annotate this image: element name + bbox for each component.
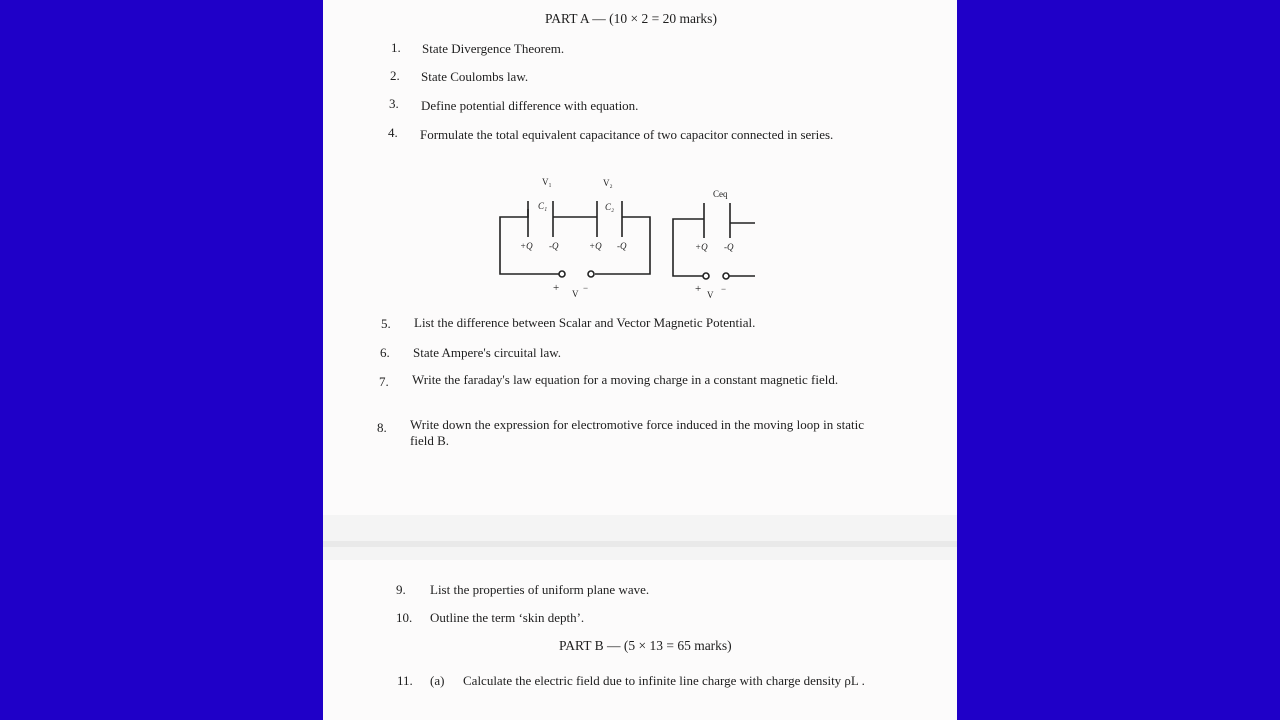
question-text: Write the faraday's law equation for a moving charge in a constant magnetic field. [412, 372, 839, 387]
question-number: 11. [397, 673, 413, 688]
question-number: 2. [390, 68, 400, 83]
question-text: State Divergence Theorem. [422, 41, 565, 56]
ceq-label: Ceq [713, 189, 728, 199]
charge-label: -Q [724, 242, 734, 252]
plus-terminal: + [553, 282, 560, 294]
minus-terminal: − [583, 283, 589, 293]
question-number: 6. [380, 345, 390, 360]
question-number: 7. [379, 374, 389, 389]
part-a-heading: PART A — (10 × 2 = 20 marks) [545, 11, 717, 26]
part-b-heading: PART B — (5 × 13 = 65 marks) [559, 638, 732, 653]
voltage-label: V [572, 289, 579, 299]
page-2 [323, 560, 957, 720]
question-text: Outline the term ‘skin depth’. [430, 610, 585, 625]
question-text: State Ampere's circuital law. [413, 345, 562, 360]
question-text: List the properties of uniform plane wave. [430, 582, 650, 597]
c2-label: C₂ [605, 202, 615, 212]
v1-label: V₁ [542, 177, 552, 187]
voltage-label: V [707, 290, 714, 300]
question-text: Define potential difference with equation. [421, 98, 639, 113]
question-paper [323, 0, 957, 720]
minus-terminal: − [721, 284, 727, 294]
plus-terminal: + [695, 283, 702, 295]
page-separator [323, 515, 957, 560]
sub-question-label: (a) [430, 673, 445, 688]
question-number: 8. [377, 420, 387, 435]
question-number: 9. [396, 582, 406, 597]
question-text: State Coulombs law. [421, 69, 529, 84]
charge-label: -Q [549, 241, 559, 251]
circuit-svg [493, 170, 773, 305]
question-number: 5. [381, 316, 391, 331]
charge-label: +Q [695, 242, 708, 252]
v2-label: V₂ [603, 178, 613, 188]
charge-label: +Q [589, 241, 602, 251]
question-text: Write down the expression for electromotive force induced in the moving loop in static field B. [410, 417, 864, 449]
charge-label: +Q [520, 241, 533, 251]
question-number: 1. [391, 40, 401, 55]
question-text: Formulate the total equivalent capacitance of two capacitor connected in series. [420, 127, 834, 142]
c1-label: C₁ [538, 201, 548, 211]
question-text: List the difference between Scalar and Vector Magnetic Potential. [414, 315, 756, 330]
charge-label: -Q [617, 241, 627, 251]
question-number: 10. [396, 610, 413, 625]
page-1 [323, 0, 957, 515]
question-number: 4. [388, 125, 398, 140]
question-number: 3. [389, 96, 399, 111]
question-text: Calculate the electric field due to infinite line charge with charge density ρL . [463, 673, 865, 688]
capacitor-series-diagram [493, 170, 773, 305]
